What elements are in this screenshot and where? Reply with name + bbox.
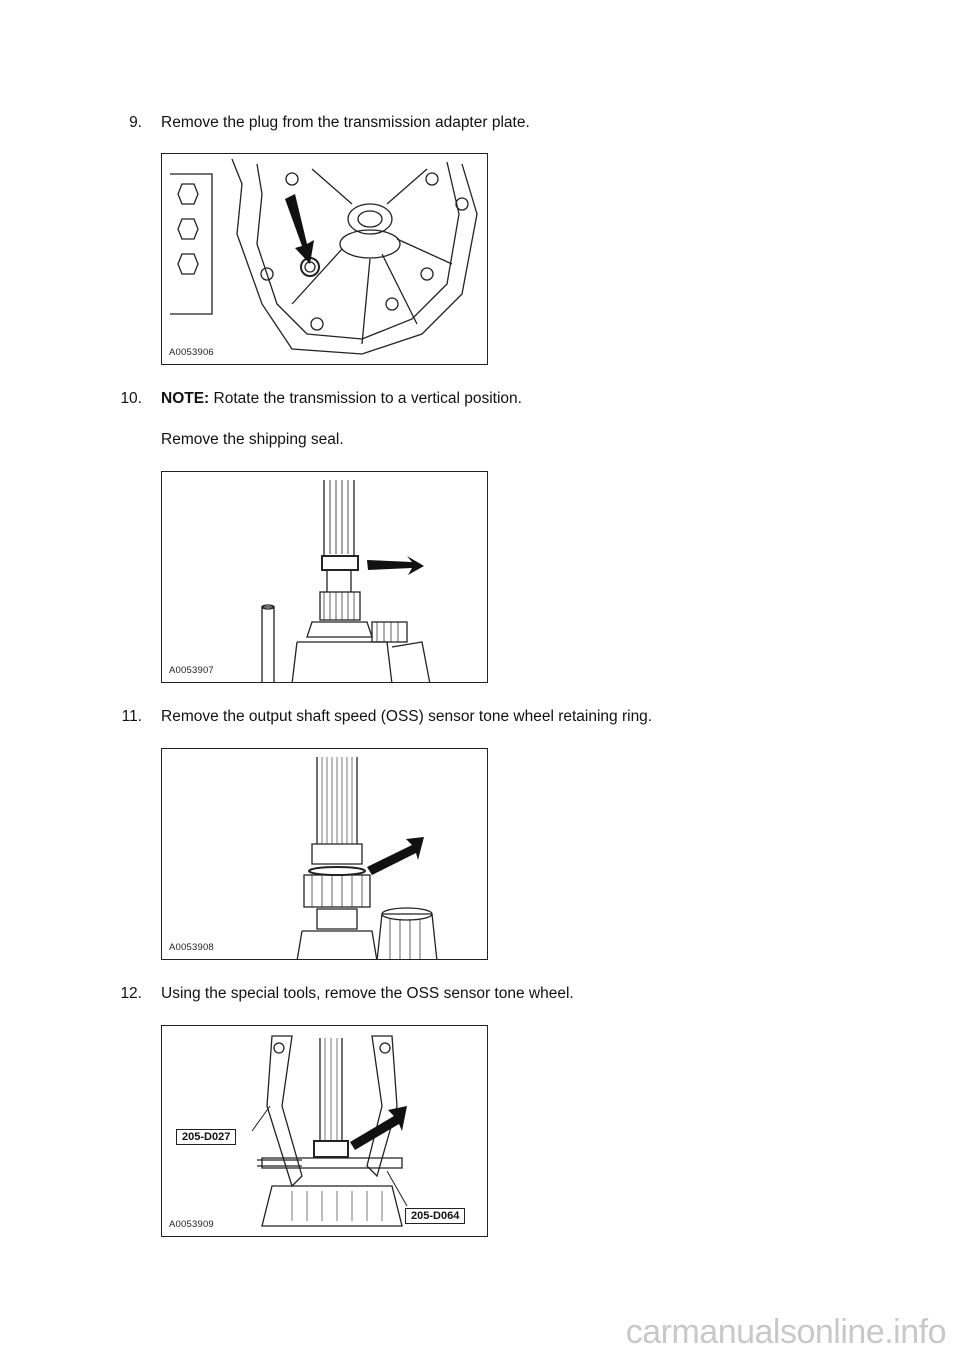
step-11-text: Remove the output shaft speed (OSS) sensor tone wheel retaining ring. (161, 708, 653, 725)
figure-id: A0053907 (169, 665, 214, 676)
step-10-number: 10. (120, 390, 142, 407)
figure-tone-wheel-removal (161, 1025, 488, 1237)
figure-id: A0053908 (169, 942, 214, 953)
note-label: NOTE: (161, 390, 210, 407)
figure-retaining-ring (161, 748, 488, 960)
callout-205-d064: 205-D064 (405, 1208, 465, 1224)
adapter-plate-illustration (162, 154, 488, 365)
figure-id: A0053906 (169, 347, 214, 358)
retaining-ring-illustration (162, 749, 488, 960)
step-9-number: 9. (129, 114, 142, 131)
step-10-text: Remove the shipping seal. (161, 431, 344, 448)
figure-adapter-plate (161, 153, 488, 365)
watermark: carmanualsonline.info (625, 1313, 946, 1351)
step-12-number: 12. (120, 985, 142, 1002)
step-11-number: 11. (121, 708, 142, 725)
shipping-seal-illustration (162, 472, 488, 683)
figure-id: A0053909 (169, 1219, 214, 1230)
callout-205-d027: 205-D027 (176, 1129, 236, 1145)
step-10-note (161, 390, 522, 408)
note-text: Rotate the transmission to a vertical position. (213, 390, 522, 407)
step-12-text: Using the special tools, remove the OSS sensor tone wheel. (161, 985, 574, 1002)
figure-shipping-seal (161, 471, 488, 683)
step-9-text: Remove the plug from the transmission adapter plate. (161, 114, 530, 131)
